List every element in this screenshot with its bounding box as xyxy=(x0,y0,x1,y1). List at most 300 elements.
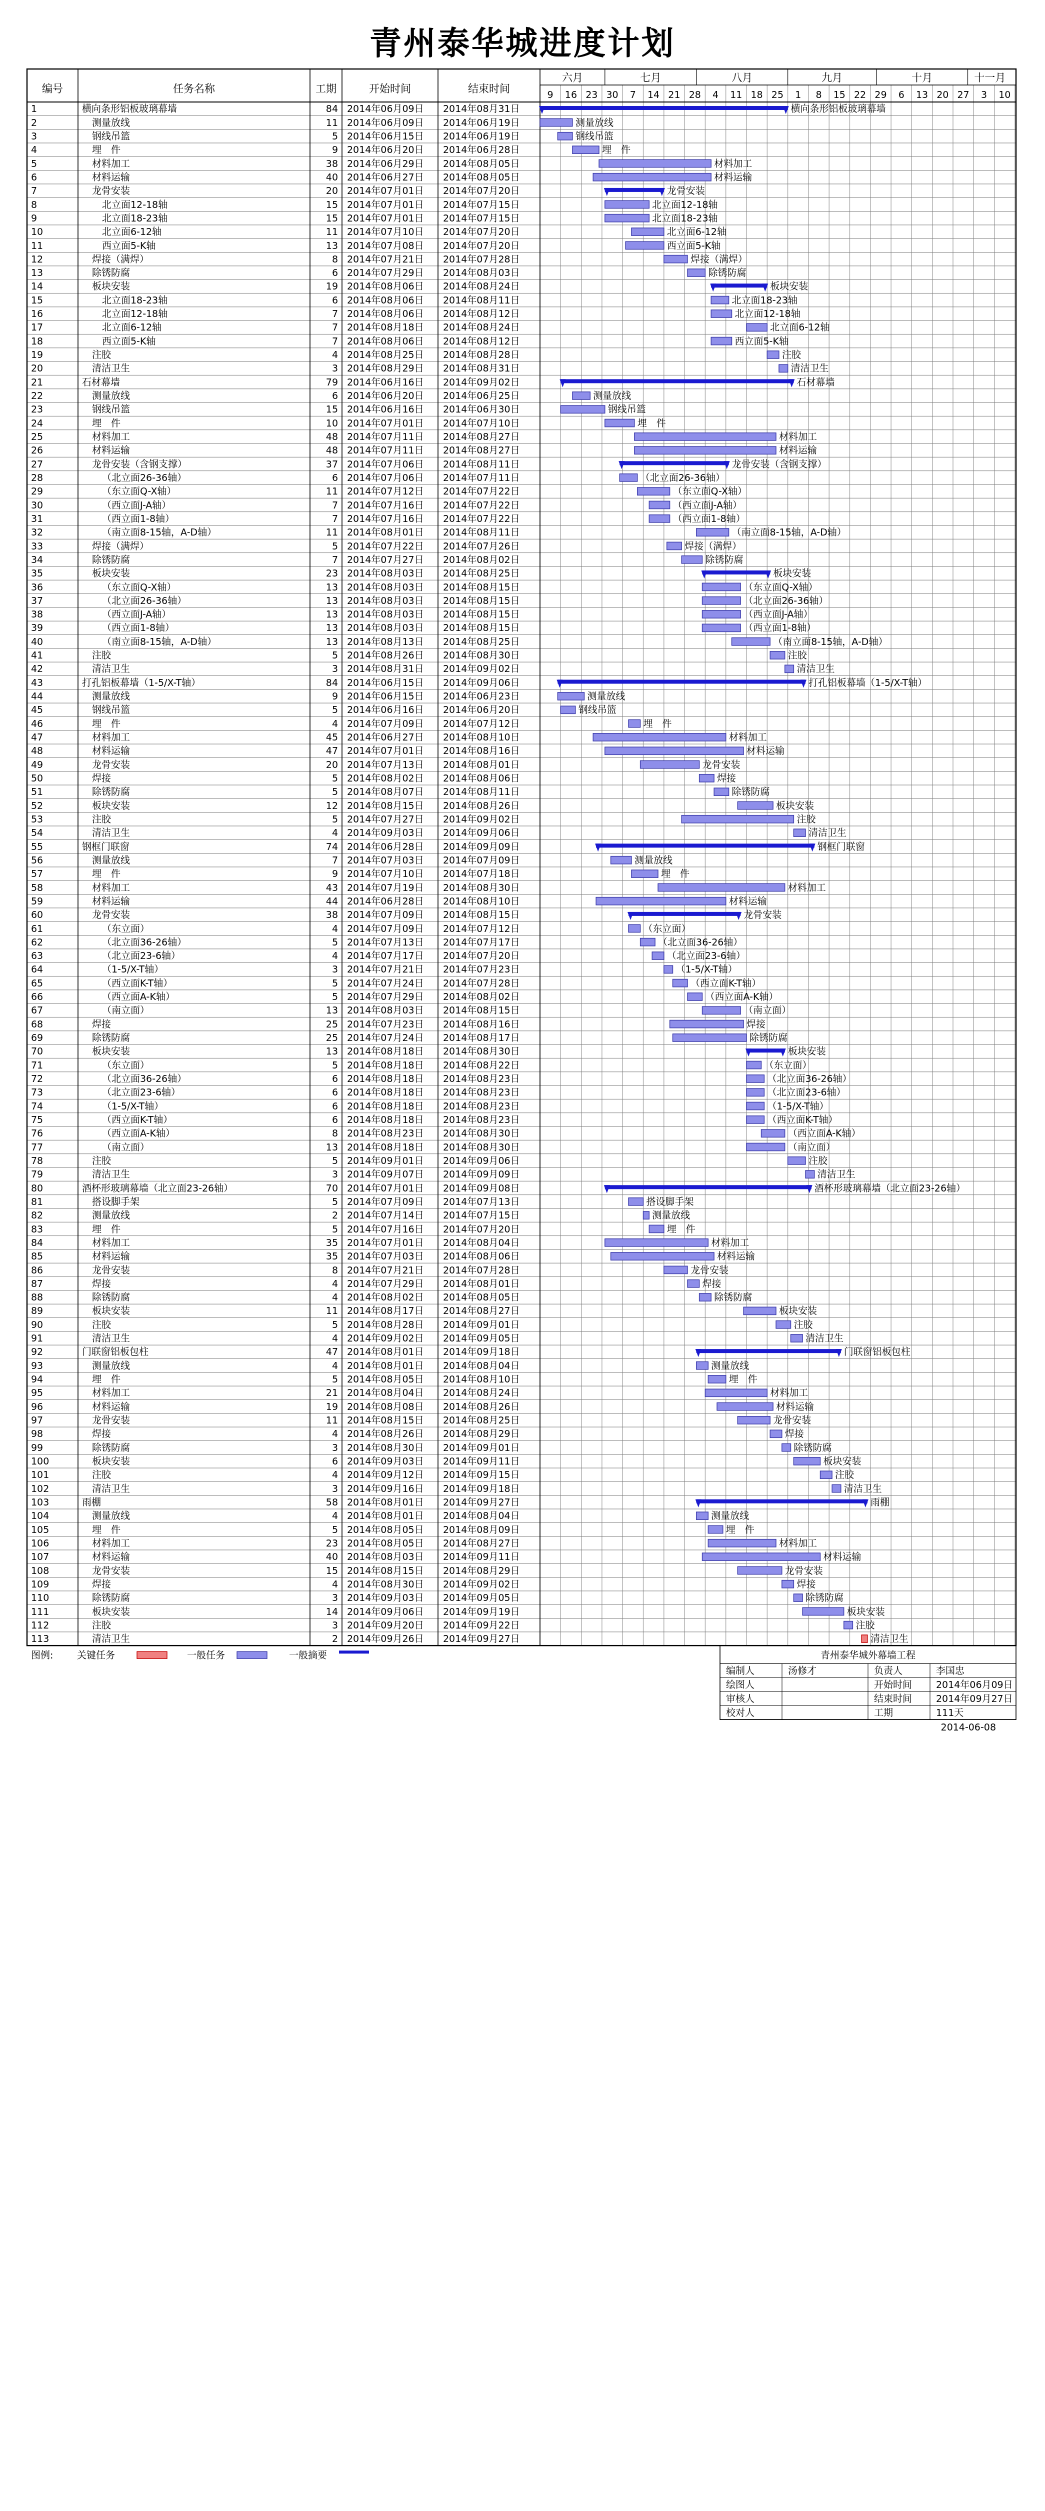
task-duration: 4 xyxy=(331,718,338,730)
task-end: 2014年08月22日 xyxy=(443,1060,520,1072)
footer-cell: 绘图人 xyxy=(726,1680,755,1692)
task-end: 2014年07月28日 xyxy=(443,254,520,266)
task-name: 板块安装 xyxy=(92,281,131,293)
bar-label: （西立面J-A轴） xyxy=(743,609,813,621)
task-bar xyxy=(629,720,641,728)
bar-label: 材料运输 xyxy=(823,1552,862,1564)
task-id: 53 xyxy=(31,814,44,826)
task-end: 2014年08月09日 xyxy=(443,1524,520,1536)
task-duration: 3 xyxy=(331,1483,338,1495)
week-day-label: 15 xyxy=(833,90,846,101)
task-bar xyxy=(776,1321,791,1329)
legend-normal-label: 一般任务 xyxy=(187,1650,226,1662)
task-id: 76 xyxy=(31,1128,44,1140)
bar-label: （西立面K-T轴） xyxy=(767,1115,838,1126)
task-start: 2014年08月08日 xyxy=(347,1401,424,1413)
col-header-name: 任务名称 xyxy=(173,83,215,95)
task-name: 材料运输 xyxy=(92,445,131,457)
task-start: 2014年08月18日 xyxy=(347,1046,424,1058)
task-id: 35 xyxy=(31,568,44,580)
task-name: 板块安装 xyxy=(92,1606,131,1618)
task-name: 除锈防腐 xyxy=(92,554,131,566)
task-duration: 7 xyxy=(331,322,338,334)
task-bar xyxy=(717,1403,773,1411)
task-id: 41 xyxy=(31,650,44,662)
task-id: 81 xyxy=(31,1196,44,1208)
task-duration: 13 xyxy=(325,595,338,607)
bar-label: 雨棚 xyxy=(870,1497,890,1509)
task-bar xyxy=(806,1170,815,1178)
task-duration: 13 xyxy=(325,623,338,635)
task-bar xyxy=(643,1211,649,1219)
col-header-id: 编号 xyxy=(42,83,63,95)
task-name: （西立面1-8轴） xyxy=(102,513,175,525)
footer-cell: 汤修才 xyxy=(788,1666,817,1678)
task-start: 2014年07月24日 xyxy=(347,978,424,990)
task-name: 注胶 xyxy=(92,1470,112,1482)
task-id: 31 xyxy=(31,513,44,525)
task-start: 2014年08月15日 xyxy=(347,1565,424,1577)
task-end: 2014年08月31日 xyxy=(443,363,520,375)
task-end: 2014年07月12日 xyxy=(443,923,520,935)
task-name: 埋 件 xyxy=(92,1374,121,1386)
task-id: 25 xyxy=(31,432,44,443)
bar-label: 材料加工 xyxy=(714,158,753,170)
task-id: 83 xyxy=(31,1224,44,1236)
task-end: 2014年07月13日 xyxy=(443,1196,520,1208)
task-duration: 5 xyxy=(331,705,338,717)
task-end: 2014年08月11日 xyxy=(443,527,520,539)
task-bar xyxy=(688,993,703,1001)
summary-bar xyxy=(702,570,770,574)
week-day-label: 23 xyxy=(585,90,598,101)
task-name: 清洁卫生 xyxy=(92,363,131,375)
task-start: 2014年07月11日 xyxy=(347,445,424,457)
task-start: 2014年08月05日 xyxy=(347,1524,424,1536)
bar-label: 埋 件 xyxy=(637,418,666,430)
task-duration: 5 xyxy=(331,1524,338,1536)
task-start: 2014年07月21日 xyxy=(347,964,424,976)
task-bar xyxy=(770,651,785,659)
task-name: 焊接 xyxy=(92,1278,112,1290)
task-name: 除锈防腐 xyxy=(92,787,131,799)
task-duration: 38 xyxy=(325,910,338,922)
bar-label: 注胶 xyxy=(793,1319,813,1331)
task-id: 92 xyxy=(31,1347,44,1359)
task-id: 111 xyxy=(31,1606,50,1618)
task-duration: 5 xyxy=(331,978,338,990)
task-end: 2014年08月10日 xyxy=(443,896,520,908)
bar-label: （东立面Q-X轴） xyxy=(743,582,818,594)
task-id: 55 xyxy=(31,841,44,853)
task-end: 2014年08月15日 xyxy=(443,609,520,621)
task-name: 注胶 xyxy=(92,1620,112,1632)
task-name: 清洁卫生 xyxy=(92,1634,131,1646)
bar-label: 钢框门联窗 xyxy=(817,841,865,853)
task-end: 2014年06月28日 xyxy=(443,145,520,157)
task-duration: 9 xyxy=(331,145,338,157)
task-duration: 15 xyxy=(325,404,338,416)
bar-label: 北立面6-12轴 xyxy=(666,227,727,239)
task-name: 材料加工 xyxy=(92,1538,131,1550)
task-duration: 5 xyxy=(331,814,338,826)
task-id: 15 xyxy=(31,295,44,307)
task-id: 108 xyxy=(31,1565,50,1577)
task-bar xyxy=(561,706,576,714)
task-start: 2014年08月28日 xyxy=(347,1319,424,1331)
task-start: 2014年07月21日 xyxy=(347,254,424,266)
task-name: 注胶 xyxy=(92,350,112,362)
task-end: 2014年08月15日 xyxy=(443,1005,520,1017)
task-duration: 8 xyxy=(331,1128,338,1140)
task-bar xyxy=(561,406,605,414)
task-duration: 23 xyxy=(325,568,338,580)
task-name: （东立面Q-X轴） xyxy=(102,582,177,594)
task-duration: 4 xyxy=(331,951,338,963)
footer-cell: 工期 xyxy=(874,1708,894,1720)
task-end: 2014年09月18日 xyxy=(443,1483,520,1495)
task-end: 2014年08月11日 xyxy=(443,295,520,307)
task-id: 78 xyxy=(31,1155,44,1167)
task-end: 2014年09月01日 xyxy=(443,1442,520,1454)
task-bar xyxy=(611,856,632,864)
task-bar xyxy=(596,897,726,905)
task-name: 焊接 xyxy=(92,1429,112,1441)
task-start: 2014年06月15日 xyxy=(347,677,424,689)
task-bar xyxy=(611,1252,714,1260)
task-start: 2014年06月16日 xyxy=(347,377,424,389)
bar-label: 除锈防腐 xyxy=(731,787,770,799)
task-duration: 15 xyxy=(325,213,338,225)
task-id: 4 xyxy=(31,145,38,157)
task-end: 2014年08月10日 xyxy=(443,1374,520,1386)
task-end: 2014年07月20日 xyxy=(443,186,520,198)
task-duration: 13 xyxy=(325,1046,338,1058)
task-start: 2014年07月06日 xyxy=(347,459,424,471)
bar-label: 除锈防腐 xyxy=(708,268,747,280)
task-bar xyxy=(794,829,806,837)
task-bar xyxy=(702,1553,820,1561)
bar-label: 注胶 xyxy=(787,650,807,662)
bar-label: 材料运输 xyxy=(714,172,753,184)
task-duration: 3 xyxy=(331,664,338,676)
task-duration: 8 xyxy=(331,254,338,266)
task-bar xyxy=(696,528,728,536)
task-end: 2014年07月11日 xyxy=(443,472,520,484)
task-name: （1-5/X-T轴） xyxy=(102,964,164,976)
task-bar xyxy=(714,788,729,796)
task-id: 98 xyxy=(31,1429,44,1441)
bar-label: 石材幕墙 xyxy=(796,377,835,389)
task-id: 30 xyxy=(31,500,44,512)
task-start: 2014年08月03日 xyxy=(347,1552,424,1564)
bar-label: 打孔铝板幕墙（1-5/X-T轴） xyxy=(808,677,928,689)
task-start: 2014年08月04日 xyxy=(347,1388,424,1400)
task-start: 2014年07月29日 xyxy=(347,992,424,1004)
task-name: 材料运输 xyxy=(92,1251,131,1263)
week-day-label: 22 xyxy=(854,90,867,101)
bar-label: 埋 件 xyxy=(643,718,672,730)
task-bar xyxy=(844,1621,853,1629)
task-end: 2014年08月30日 xyxy=(443,650,520,662)
bar-label: 材料加工 xyxy=(779,1538,818,1550)
task-duration: 44 xyxy=(325,896,338,908)
task-name: （南立面） xyxy=(102,1005,150,1017)
task-id: 63 xyxy=(31,951,44,963)
bar-label: 注胶 xyxy=(796,814,816,826)
bar-label: 除锈防腐 xyxy=(793,1442,832,1454)
task-bar xyxy=(747,1143,785,1151)
task-bar xyxy=(631,870,658,878)
task-duration: 20 xyxy=(325,186,338,198)
task-id: 90 xyxy=(31,1319,44,1331)
task-start: 2014年08月15日 xyxy=(347,1415,424,1427)
bar-label: （北立面23-6轴） xyxy=(767,1087,846,1099)
task-id: 39 xyxy=(31,623,44,635)
task-duration: 7 xyxy=(331,336,338,348)
task-id: 88 xyxy=(31,1292,44,1304)
task-start: 2014年08月31日 xyxy=(347,664,424,676)
task-name: （东立面） xyxy=(102,1060,150,1072)
task-name: 材料运输 xyxy=(92,1401,131,1413)
task-end: 2014年07月09日 xyxy=(443,855,520,867)
task-name: （北立面23-6轴） xyxy=(102,1087,181,1099)
week-day-label: 18 xyxy=(750,90,763,101)
task-bar xyxy=(629,925,641,933)
month-label: 七月 xyxy=(640,72,662,84)
bar-label: 板块安装 xyxy=(773,568,812,580)
bar-label: 除锈防腐 xyxy=(749,1033,788,1045)
task-duration: 5 xyxy=(331,650,338,662)
task-end: 2014年08月15日 xyxy=(443,910,520,922)
task-name: 材料运输 xyxy=(92,746,131,758)
summary-bar xyxy=(558,680,806,684)
task-end: 2014年07月17日 xyxy=(443,937,520,949)
task-bar xyxy=(708,1539,776,1547)
task-duration: 6 xyxy=(331,391,338,403)
bar-label: 酒杯形玻璃幕墙（北立面23-26轴） xyxy=(814,1183,966,1195)
task-id: 45 xyxy=(31,705,44,717)
task-bar xyxy=(664,966,673,974)
task-bar xyxy=(767,351,779,359)
task-end: 2014年09月15日 xyxy=(443,1470,520,1482)
task-start: 2014年08月01日 xyxy=(347,1347,424,1359)
task-name: 北立面12-18轴 xyxy=(102,309,168,321)
task-end: 2014年09月11日 xyxy=(443,1456,520,1468)
task-bar xyxy=(652,952,664,960)
task-bar xyxy=(626,242,664,250)
task-name: （南立面） xyxy=(102,1142,150,1154)
task-duration: 15 xyxy=(325,199,338,211)
week-day-label: 16 xyxy=(564,90,578,101)
task-duration: 13 xyxy=(325,636,338,648)
task-duration: 3 xyxy=(331,363,338,375)
bar-label: （1-5/X-T轴） xyxy=(767,1101,829,1113)
task-bar xyxy=(696,1512,708,1520)
task-name: （南立面8-15轴，A-D轴） xyxy=(102,527,217,539)
page-title: 青州泰华城进度计划 xyxy=(369,24,676,62)
task-start: 2014年08月01日 xyxy=(347,1511,424,1523)
task-name: 焊接（满焊） xyxy=(92,541,150,553)
col-header-end: 结束时间 xyxy=(468,83,510,95)
task-id: 87 xyxy=(31,1278,44,1290)
task-id: 32 xyxy=(31,527,44,539)
week-day-label: 14 xyxy=(647,90,660,101)
task-start: 2014年09月01日 xyxy=(347,1155,424,1167)
task-name: 焊接 xyxy=(92,1579,112,1591)
task-name: 北立面12-18轴 xyxy=(102,199,168,211)
task-end: 2014年08月02日 xyxy=(443,992,520,1004)
task-end: 2014年09月06日 xyxy=(443,1155,520,1167)
task-duration: 7 xyxy=(331,554,338,566)
bar-label: 钢线吊篮 xyxy=(578,705,617,717)
task-name: 材料加工 xyxy=(92,882,131,894)
task-id: 56 xyxy=(31,855,44,867)
legend-critical-swatch xyxy=(137,1652,167,1659)
task-id: 38 xyxy=(31,609,44,621)
bar-label: 板块安装 xyxy=(787,1046,826,1058)
bar-label: 埋 件 xyxy=(725,1524,755,1536)
task-name: （西立面K-T轴） xyxy=(102,1115,173,1126)
task-id: 52 xyxy=(31,800,44,812)
task-end: 2014年09月27日 xyxy=(443,1497,520,1509)
bar-label: 除锈防腐 xyxy=(705,554,744,566)
bar-label: 北立面6-12轴 xyxy=(770,322,830,334)
bar-label: （北立面26-36轴） xyxy=(640,472,725,484)
task-name: （北立面26-36轴） xyxy=(102,472,187,484)
task-duration: 4 xyxy=(331,1292,338,1304)
task-start: 2014年07月09日 xyxy=(347,910,424,922)
bar-label: 清洁卫生 xyxy=(796,664,835,676)
task-start: 2014年08月18日 xyxy=(347,1101,424,1113)
bar-label: （北立面36-26轴） xyxy=(767,1074,852,1086)
task-name: 测量放线 xyxy=(92,117,131,129)
task-bar xyxy=(711,296,729,304)
task-start: 2014年08月03日 xyxy=(347,582,424,594)
week-day-label: 11 xyxy=(730,90,743,101)
bar-label: （北立面36-26轴） xyxy=(658,937,743,949)
task-id: 72 xyxy=(31,1074,44,1086)
month-label: 八月 xyxy=(731,72,753,84)
task-name: 埋 件 xyxy=(92,418,121,430)
task-duration: 4 xyxy=(331,1579,338,1591)
task-end: 2014年08月03日 xyxy=(443,268,520,280)
task-start: 2014年08月03日 xyxy=(347,1005,424,1017)
bar-label: （北立面26-36轴） xyxy=(743,595,829,607)
summary-bar xyxy=(696,1349,841,1353)
task-id: 6 xyxy=(31,172,38,184)
task-start: 2014年07月01日 xyxy=(347,186,424,198)
week-day-label: 1 xyxy=(795,90,802,101)
task-name: （西立面A-K轴） xyxy=(102,1128,175,1140)
task-end: 2014年07月10日 xyxy=(443,418,520,430)
task-duration: 7 xyxy=(331,309,338,321)
bar-label: 材料运输 xyxy=(728,896,767,908)
task-start: 2014年08月03日 xyxy=(347,568,424,580)
task-start: 2014年07月12日 xyxy=(347,486,424,498)
bar-label: 材料运输 xyxy=(776,1401,815,1413)
task-name: 材料加工 xyxy=(92,158,131,170)
task-name: 钢框门联窗 xyxy=(82,841,130,853)
task-end: 2014年08月12日 xyxy=(443,336,520,348)
task-name: 石材幕墙 xyxy=(82,377,121,389)
task-duration: 3 xyxy=(331,1442,338,1454)
footer-cell: 负责人 xyxy=(874,1666,903,1678)
task-duration: 5 xyxy=(331,937,338,949)
task-start: 2014年08月17日 xyxy=(347,1306,424,1318)
task-bar xyxy=(540,119,572,127)
task-end: 2014年08月05日 xyxy=(443,158,520,170)
task-id: 44 xyxy=(31,691,44,703)
task-name: 北立面18-23轴 xyxy=(102,213,168,225)
bar-label: 测量放线 xyxy=(587,691,626,703)
task-name: （东立面Q-X轴） xyxy=(102,486,177,498)
task-start: 2014年07月13日 xyxy=(347,759,424,771)
task-bar xyxy=(572,392,590,400)
critical-bar xyxy=(862,1635,868,1643)
task-end: 2014年08月24日 xyxy=(443,1388,520,1400)
task-bar xyxy=(629,1198,644,1206)
task-start: 2014年09月03日 xyxy=(347,1456,424,1468)
task-id: 37 xyxy=(31,595,44,607)
bar-label: 龙骨安装 xyxy=(666,186,705,198)
task-id: 48 xyxy=(31,746,44,758)
task-id: 24 xyxy=(31,418,44,430)
task-duration: 11 xyxy=(325,527,338,539)
task-id: 18 xyxy=(31,336,44,348)
task-end: 2014年07月22日 xyxy=(443,513,520,525)
bar-label: 清洁卫生 xyxy=(790,363,829,375)
task-end: 2014年08月10日 xyxy=(443,732,520,744)
task-duration: 13 xyxy=(325,609,338,621)
task-start: 2014年07月09日 xyxy=(347,718,424,730)
task-bar xyxy=(785,665,794,673)
task-start: 2014年07月01日 xyxy=(347,213,424,225)
task-end: 2014年08月05日 xyxy=(443,172,520,184)
task-id: 59 xyxy=(31,896,44,908)
task-id: 49 xyxy=(31,759,44,771)
bar-label: 材料加工 xyxy=(711,1237,750,1249)
week-day-label: 20 xyxy=(936,90,949,101)
task-duration: 10 xyxy=(325,418,338,430)
task-bar xyxy=(599,160,711,168)
task-id: 34 xyxy=(31,554,44,566)
task-start: 2014年08月06日 xyxy=(347,281,424,293)
task-bar xyxy=(705,1389,767,1397)
task-start: 2014年07月19日 xyxy=(347,882,424,894)
bar-label: （西立面1-8轴） xyxy=(672,513,746,525)
task-end: 2014年08月15日 xyxy=(443,582,520,594)
task-id: 50 xyxy=(31,773,44,785)
task-duration: 43 xyxy=(325,882,338,894)
task-name: 搭设脚手架 xyxy=(92,1196,140,1208)
task-name: 材料运输 xyxy=(92,1552,131,1564)
bar-label: 材料加工 xyxy=(770,1388,809,1400)
bar-label: 材料运输 xyxy=(779,445,818,457)
week-day-label: 10 xyxy=(998,90,1011,101)
task-start: 2014年06月20日 xyxy=(347,391,424,403)
task-end: 2014年08月17日 xyxy=(443,1033,520,1045)
task-start: 2014年09月06日 xyxy=(347,1606,424,1618)
task-name: 测量放线 xyxy=(92,855,131,867)
task-bar xyxy=(640,761,699,769)
task-bar xyxy=(640,938,655,946)
task-name: 板块安装 xyxy=(92,1046,131,1058)
task-duration: 4 xyxy=(331,1278,338,1290)
bar-label: （1-5/X-T轴） xyxy=(675,964,738,976)
bar-label: （南立面） xyxy=(743,1005,792,1017)
task-bar xyxy=(708,1375,726,1383)
